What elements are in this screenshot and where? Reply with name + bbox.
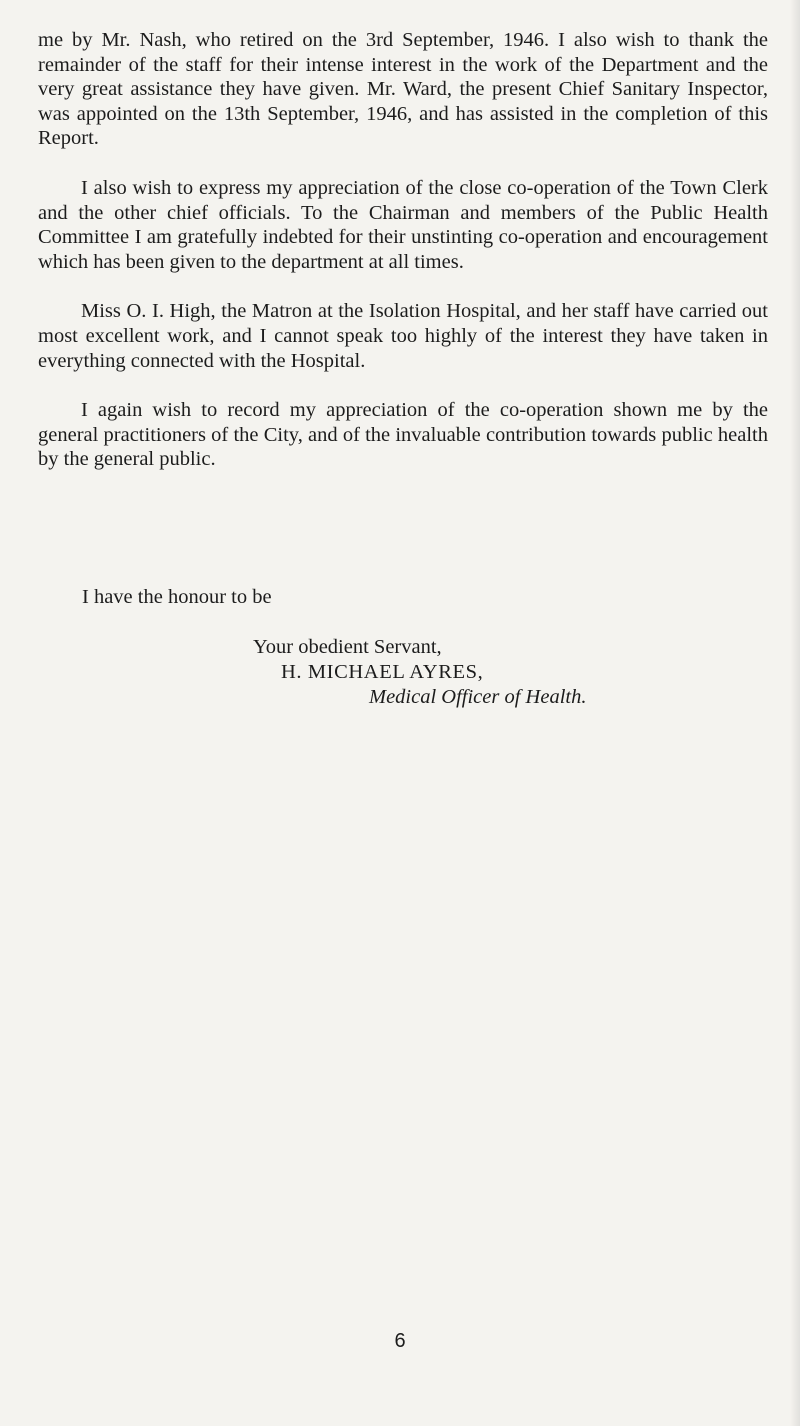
letter-body (38, 28, 768, 497)
signatory-title: Medical Officer of Health. (369, 686, 587, 708)
signatory-name: H. MICHAEL AYRES, (281, 661, 484, 683)
page-number: 6 (394, 1330, 406, 1352)
paragraph-practitioners: I again wish to record my appreciation of the co-operation shown me by the general practitioners of the City, and of the invaluable contribution towards public health by the general public. (38, 399, 768, 471)
paragraph-matron: Miss O. I. High, the Matron at the Isolation Hospital, and her staff have carried out most excellent work, and I cannot speak too highly of the interest they have taken in everything connected with the Hospital. (38, 300, 768, 372)
paragraph-town-clerk: I also wish to express my appreciation of the close co-operation of the Town Clerk and the other chief officials. To the Chairman and members of the Public Health Committee I am gratefully indebted for their unstinting co-operation and encouragement which has been given to the department at all times. (38, 176, 768, 273)
paragraph-continuation: me by Mr. Nash, who retired on the 3rd September, 1946. I also wish to thank the remainder of the staff for their intense interest in the work of the Department and the very great assistance they have given. Mr. Ward, the present Chief Sanitary Inspector, was appointed on the 13th September, 1946, and has assisted in the completion of this Report. (38, 29, 768, 150)
closing-line: I have the honour to be (82, 586, 272, 608)
page-edge-shadow (790, 0, 800, 1426)
valediction: Your obedient Servant, (253, 636, 442, 658)
